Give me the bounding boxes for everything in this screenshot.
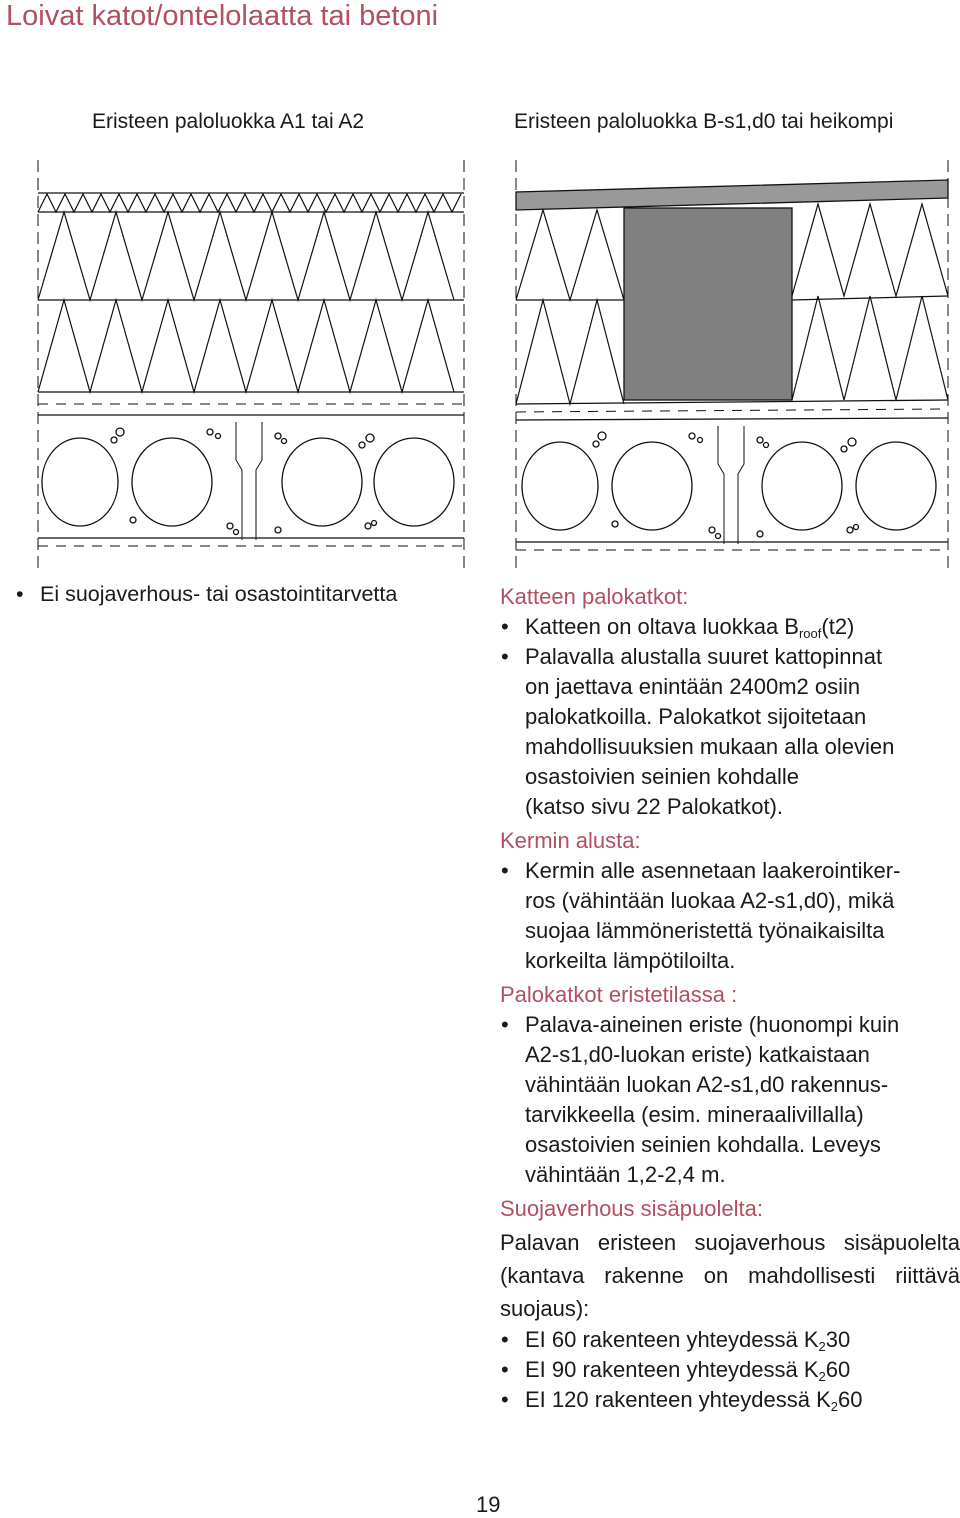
section-heading-membrane-base: Kermin alusta: [500,828,641,853]
page-number: 19 [476,1492,501,1517]
section-heading-roof-firebreaks: Katteen palokatkot: [500,584,689,609]
right-column-heading: Eristeen paloluokka B-s1,d0 tai heikompi [514,110,894,133]
list-item: • EI 120 rakenteen yhteydessä $K_260$ [500,1385,960,1415]
insulation-layer-lower [38,300,454,392]
protection-paragraph: Palavan eristeen suojaverhous sisäpuolelta (kantava rakenne on mahdollisesti riittävä suojaus): [500,1230,960,1321]
fire-requirements-text [500,582,960,1419]
left-note [16,582,397,607]
left-note-text: Ei suojaverhous- tai osastointitarvetta [40,582,398,606]
left-section-drawing [30,160,472,580]
list-item: • Kermin alle asennetaan laakerointiker- ros (vähintään luokaa A2-s1,d0), mikä suojaa lämmöneristettä työnaikaisilta korkeilta lämpötiloilta. [500,856,960,976]
list-item: • EI 60 rakenteen yhteydessä $K_230$ [500,1325,960,1355]
top-layer-zigzag [38,194,461,212]
insulation-layer-upper [38,212,454,300]
list-item: • Palavalla alustalla suuret kattopinnat on jaettava enintään 2400m2 osiin palokatkoilla. Palokatkot sijoitetaan mahdollisuuksien mukaan alla olevien osastoivien seinien kohdalle (katso sivu 22 Palokatkot). [500,642,960,822]
hollow-core-slab-left [42,422,454,540]
section-heading-interior-protection: Suojaverhous sisäpuolelta: [500,1196,763,1221]
hollow-core-slab-right [522,426,936,544]
left-column-heading: Eristeen paloluokka A1 tai A2 [92,110,365,133]
page-title: Loivat katot/ontelolaatta tai betoni [6,0,439,32]
right-section-drawing [508,160,954,580]
roof-membrane [516,180,948,210]
membrane-base-list [500,856,960,976]
list-item: • Katteen on oltava luokkaa $B_{roof}(t2)$ [500,612,960,642]
list-item: • EI 90 rakenteen yhteydessä $K_260$ [500,1355,960,1385]
protection-list [500,1325,960,1415]
list-item: • Palava-aineinen eriste (huonompi kuin A2-s1,d0-luokan eriste) katkaistaan vähintään luokan A2-s1,d0 rakennus- tarvikkeella (esim. mineraalivillalla) osastoivien seinien kohdalla. Leveys vähintään 1,2-2,4 m. [500,1010,960,1190]
bullet-marker: • [16,582,24,606]
section-heading-insulation-firebreaks: Palokatkot eristetilassa : [500,982,738,1007]
roof-firebreaks-list [500,612,960,822]
firebreak-block [624,208,792,400]
insulation-firebreaks-list [500,1010,960,1190]
